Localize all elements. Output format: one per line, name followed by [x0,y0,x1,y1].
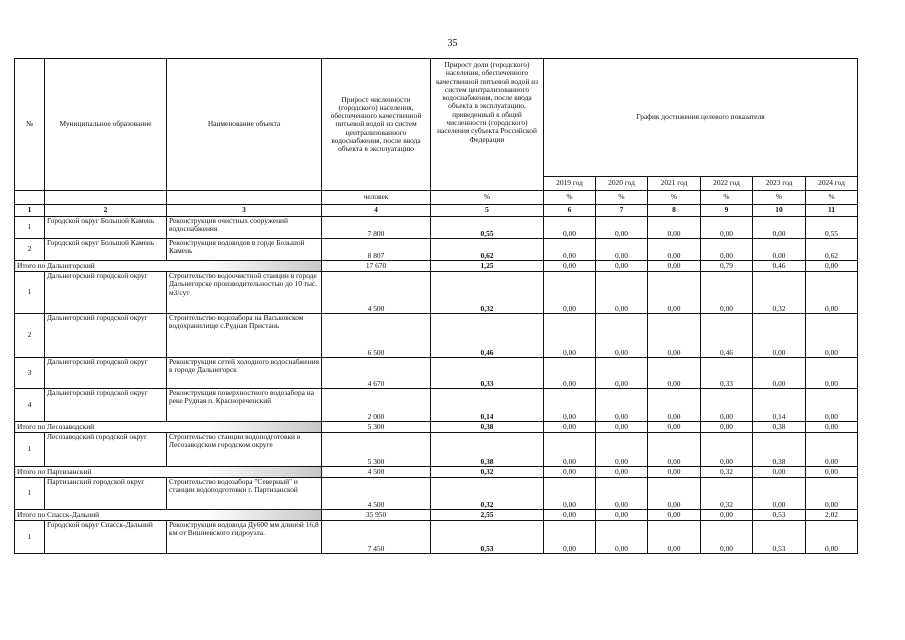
year-value: 0,32 [701,478,753,510]
year-value: 0,00 [648,422,701,433]
subtotal-people: 17 670 [322,261,431,272]
growth-people: 7 800 [322,217,431,239]
subtotal-label: Итого по Спасск-Дальний [15,510,322,521]
table-row [15,478,858,510]
year-value: 0,00 [753,358,806,389]
year-value: 0,00 [648,217,701,239]
year-value: 0,00 [648,358,701,389]
year-value: 0,00 [701,433,753,467]
header-num: № [15,59,45,191]
object-name: Реконструкция очистных сооружений водоснабжения [167,217,322,239]
unit-year-percent: % [648,191,701,205]
row-number: 1 [15,217,45,239]
year-value: 0,00 [596,422,648,433]
header-municipality: Муниципальное образование [45,59,167,191]
object-name: Реконструкция поверхностного водозабора на реке Рудная п. Краснореченский [167,389,322,422]
year-value: 0,46 [753,261,806,272]
object-name: Строительство водозабора на Васьковском водохранилище с.Рудная Пристань [167,314,322,358]
year-value: 0,00 [753,217,806,239]
year-value: 0,00 [544,433,596,467]
growth-share: 0,33 [431,358,544,389]
year-value: 0,00 [753,467,806,478]
year-value: 0,46 [701,314,753,358]
year-value: 0,79 [701,261,753,272]
unit-year-percent: % [544,191,596,205]
subtotal-label: Итого по Дальнегорский [15,261,322,272]
table-row [15,389,858,422]
header-schedule: График достижения целевого показателя [544,59,858,177]
unit-percent: % [431,191,544,205]
row-number: 4 [15,389,45,422]
column-number: 9 [701,205,753,217]
year-value: 0,00 [544,467,596,478]
table-row [15,239,858,261]
unit-year-percent: % [596,191,648,205]
year-value: 0,00 [806,422,858,433]
municipality-name: Дальнегорский городской округ [45,272,167,314]
table-row [15,217,858,239]
growth-share: 0,46 [431,314,544,358]
year-value: 0,00 [544,272,596,314]
year-value: 0,00 [701,239,753,261]
year-value: 0,00 [648,510,701,521]
year-value: 0,00 [753,239,806,261]
year-value: 0,00 [596,314,648,358]
table-row [15,358,858,389]
year-value: 0,00 [544,478,596,510]
year-value: 0,00 [596,272,648,314]
year-value: 0,00 [544,314,596,358]
year-value: 0,00 [753,314,806,358]
growth-people: 4 500 [322,478,431,510]
year-value: 0,00 [596,358,648,389]
year-value: 0,00 [648,239,701,261]
year-value: 0,00 [648,521,701,554]
growth-share: 0,32 [431,272,544,314]
column-number: 8 [648,205,701,217]
growth-share: 0,38 [431,433,544,467]
growth-people: 8 807 [322,239,431,261]
subtotal-row [15,422,858,433]
growth-people: 4 500 [322,272,431,314]
year-value: 0,00 [544,510,596,521]
year-value: 0,00 [648,433,701,467]
year-value: 0,00 [648,389,701,422]
year-value: 0,00 [806,261,858,272]
row-number: 2 [15,314,45,358]
year-value: 0,00 [701,272,753,314]
year-value: 0,00 [806,272,858,314]
header-year: 2021 год [648,177,701,191]
year-value: 0,38 [753,422,806,433]
column-number: 5 [431,205,544,217]
column-number: 2 [45,205,167,217]
municipality-name: Партизанский городской округ [45,478,167,510]
unit-people: человек [322,191,431,205]
growth-people: 5 300 [322,433,431,467]
growth-share: 0,14 [431,389,544,422]
year-value: 0,00 [806,433,858,467]
header-year: 2019 год [544,177,596,191]
subtotal-share: 0,38 [431,422,544,433]
year-value: 0,00 [648,272,701,314]
municipality-name: Городской округ Большой Камень [45,239,167,261]
header-year: 2024 год [806,177,858,191]
subtotal-share: 0,32 [431,467,544,478]
year-value: 0,00 [596,467,648,478]
year-value: 0,53 [753,521,806,554]
row-number: 1 [15,521,45,554]
row-number: 2 [15,239,45,261]
subtotal-share: 1,25 [431,261,544,272]
object-name: Строительство станции водоподготовки в Лесозаводском городском округе [167,433,322,467]
year-value: 0,55 [806,217,858,239]
municipality-name: Лесозаводский городской округ [45,433,167,467]
municipality-name: Городской округ Спасск-Дальний [45,521,167,554]
year-value: 0,00 [648,261,701,272]
year-value: 0,00 [701,521,753,554]
object-name: Реконструкция водоводов в горде Большой Камень [167,239,322,261]
column-number: 7 [596,205,648,217]
header-year: 2020 год [596,177,648,191]
year-value: 0,00 [701,510,753,521]
target-indicator-table [14,58,858,554]
subtotal-label: Итого по Партизанский [15,467,322,478]
year-value: 0,14 [753,389,806,422]
municipality-name: Дальнегорский городской округ [45,389,167,422]
year-value: 0,00 [596,389,648,422]
page-number: 35 [447,38,458,49]
table-row [15,314,858,358]
object-name: Реконструкция водовода Ду600 мм длиной 16,8 км от Вишневского гидроузла. [167,521,322,554]
row-number: 3 [15,358,45,389]
year-value: 0,53 [753,510,806,521]
municipality-name: Городской округ Большой Камень [45,217,167,239]
column-number: 6 [544,205,596,217]
year-value: 0,00 [596,261,648,272]
row-number: 1 [15,433,45,467]
column-number: 3 [167,205,322,217]
growth-share: 0,32 [431,478,544,510]
year-value: 0,00 [806,389,858,422]
year-value: 0,00 [701,389,753,422]
subtotal-row [15,510,858,521]
year-value: 0,32 [753,272,806,314]
municipality-name: Дальнегорский городской округ [45,358,167,389]
year-value: 0,00 [544,217,596,239]
year-value: 0,00 [596,478,648,510]
year-value: 0,00 [806,478,858,510]
year-value: 0,32 [701,467,753,478]
year-value: 2,02 [806,510,858,521]
year-value: 0,00 [806,358,858,389]
subtotal-share: 2,55 [431,510,544,521]
year-value: 0,00 [701,422,753,433]
year-value: 0,00 [806,521,858,554]
growth-share: 0,53 [431,521,544,554]
year-value: 0,00 [596,521,648,554]
year-value: 0,00 [544,422,596,433]
subtotal-label: Итого по Лесозаводский [15,422,322,433]
year-value: 0,00 [753,478,806,510]
subtotal-people: 5 300 [322,422,431,433]
year-value: 0,00 [544,261,596,272]
column-number: 1 [15,205,45,217]
year-value: 0,00 [648,478,701,510]
municipality-name: Дальнегорский городской округ [45,314,167,358]
year-value: 0,00 [648,314,701,358]
year-value: 0,00 [806,467,858,478]
table-row [15,521,858,554]
year-value: 0,38 [753,433,806,467]
growth-people: 7 450 [322,521,431,554]
column-number: 11 [806,205,858,217]
subtotal-row [15,261,858,272]
header-object: Наименование объекта [167,59,322,191]
year-value: 0,00 [544,239,596,261]
unit-year-percent: % [806,191,858,205]
object-name: Строительство водоочистной станции в городе Дальнегорске производительностью до 10 тыс. м3/сут [167,272,322,314]
year-value: 0,62 [806,239,858,261]
table-row [15,272,858,314]
column-number: 4 [322,205,431,217]
object-name: Реконструкция сетей холодного водоснабжения в городе Дальнегорск [167,358,322,389]
year-value: 0,00 [596,239,648,261]
unit-year-percent: % [701,191,753,205]
year-value: 0,00 [701,217,753,239]
year-value: 0,00 [544,389,596,422]
year-value: 0,33 [701,358,753,389]
header-year: 2022 год [701,177,753,191]
growth-share: 0,62 [431,239,544,261]
growth-share: 0,55 [431,217,544,239]
header-growth-share: Прирост доли (городского) населения, обеспеченного качественной питьевой водой из систем централизованного водоснабжения, после ввода объекта в эксплуатацию, приведенный к общей численности (городского) населения субъекта Российской Федерации [431,59,544,191]
table-row [15,433,858,467]
growth-people: 2 000 [322,389,431,422]
column-number: 10 [753,205,806,217]
subtotal-people: 35 950 [322,510,431,521]
growth-people: 6 500 [322,314,431,358]
row-number: 1 [15,478,45,510]
row-number: 1 [15,272,45,314]
unit-year-percent: % [753,191,806,205]
year-value: 0,00 [544,521,596,554]
header-growth-population: Прирост численности (городского) населения, обеспеченного качественной питьевой водой из систем централизованного водоснабжения, после ввода объекта в эксплуатацию [322,59,431,191]
growth-people: 4 670 [322,358,431,389]
object-name: Строительство водозабора "Северный" и станции водоподготовки г. Партизанской [167,478,322,510]
year-value: 0,00 [806,314,858,358]
year-value: 0,00 [596,433,648,467]
year-value: 0,00 [544,358,596,389]
subtotal-people: 4 500 [322,467,431,478]
year-value: 0,00 [596,510,648,521]
subtotal-row [15,467,858,478]
year-value: 0,00 [596,217,648,239]
year-value: 0,00 [648,467,701,478]
header-year: 2023 год [753,177,806,191]
